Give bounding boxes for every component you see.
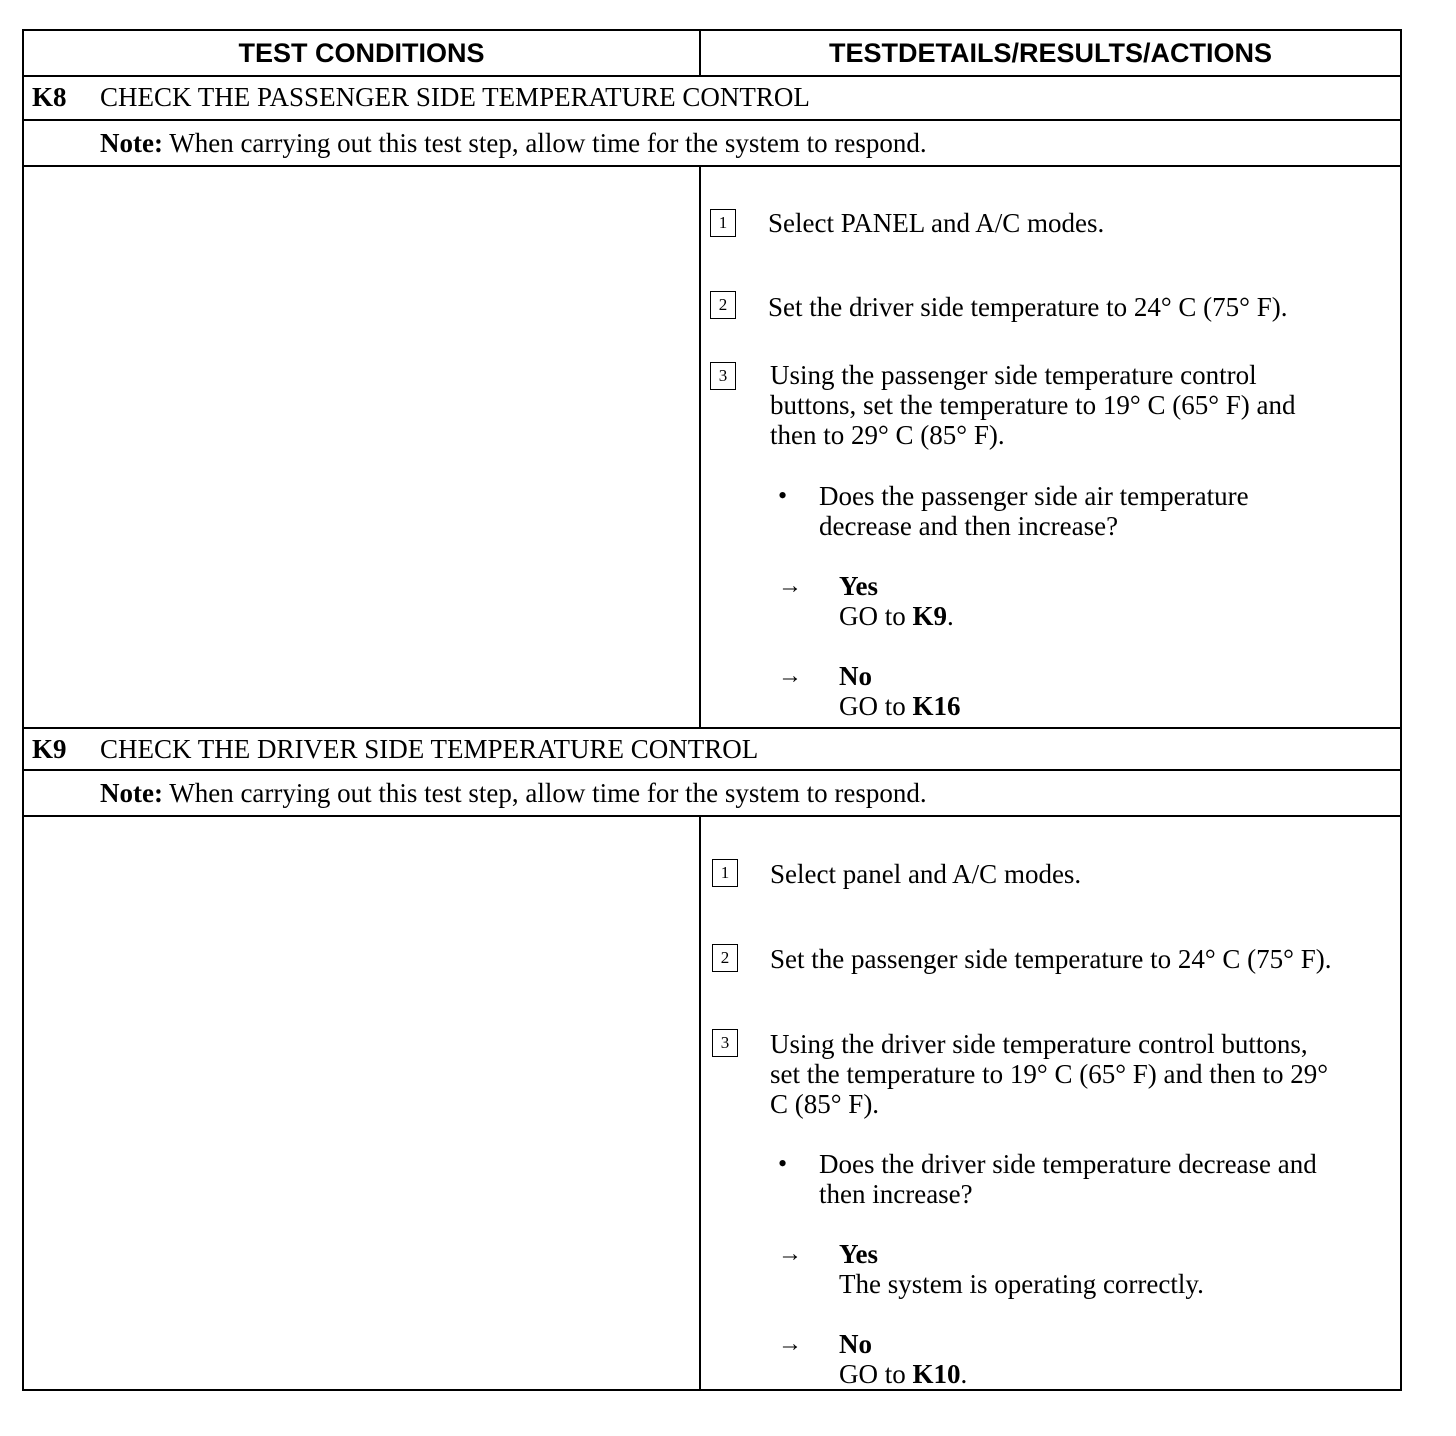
instruction-text: [770, 360, 1296, 450]
answer-suffix: .: [947, 601, 954, 631]
step-id: K8: [32, 82, 67, 112]
instruction-line: Using the driver side temperature control buttons,: [770, 1029, 1308, 1059]
instruction-text: Set the driver side temperature to 24° C (75° F).: [768, 292, 1288, 322]
note-label: Note:: [100, 128, 163, 158]
question-text: [819, 481, 1249, 541]
goto-target-link[interactable]: K9: [912, 601, 948, 631]
question-line: Does the passenger side air temperature: [819, 481, 1249, 511]
step-k9-header: [24, 729, 1400, 771]
answer-label: No: [839, 661, 872, 691]
question-line: decrease and then increase?: [819, 511, 1119, 541]
step-number-box: 2: [712, 944, 738, 972]
note-text: When carrying out this test step, allow time for the system to respond.: [162, 778, 927, 808]
instruction-text: Select panel and A/C modes.: [770, 859, 1082, 889]
instruction-line: then to 29° C (85° F).: [770, 420, 1005, 450]
step-number-box: 1: [712, 859, 738, 887]
answer-suffix: .: [960, 1359, 968, 1389]
answer-yes: [839, 571, 954, 631]
step-k8-body: [24, 167, 1400, 729]
column-divider: [699, 167, 701, 727]
question-line: Does the driver side temperature decrease and: [819, 1149, 1317, 1179]
answer-prefix: GO to: [839, 601, 913, 631]
instruction-text: Select PANEL and A/C modes.: [768, 208, 1105, 238]
answer-no: [839, 1329, 967, 1389]
instruction-text: [770, 1029, 1328, 1119]
answer-prefix: GO to: [839, 691, 913, 721]
answer-label: Yes: [839, 571, 878, 601]
note-label: Note:: [100, 778, 163, 808]
instruction-line: C (85° F).: [770, 1089, 880, 1119]
step-number-box: 3: [710, 362, 736, 390]
arrow-right-icon: →: [778, 1331, 802, 1357]
step-title: CHECK THE DRIVER SIDE TEMPERATURE CONTROL: [100, 734, 759, 764]
step-number-box: 3: [712, 1029, 738, 1057]
header-test-details: TESTDETAILS/RESULTS/ACTIONS: [828, 37, 1272, 68]
goto-target-link[interactable]: K10: [912, 1359, 961, 1389]
answer-prefix: GO to: [839, 1359, 913, 1389]
table-header: [24, 31, 1400, 77]
step-number-box: 2: [710, 291, 736, 319]
instruction-text: Set the passenger side temperature to 24° C (75° F).: [770, 944, 1332, 974]
answer-text: The system is operating correctly.: [839, 1269, 1204, 1299]
column-divider: [699, 817, 701, 1389]
goto-target-link[interactable]: K16: [912, 691, 961, 721]
instruction-line: set the temperature to 19° C (65° F) and then to 29°: [770, 1059, 1329, 1089]
step-k8-header: [24, 75, 1400, 121]
arrow-right-icon: →: [778, 573, 802, 599]
instruction-line: buttons, set the temperature to 19° C (65° F) and: [770, 390, 1296, 420]
bullet-icon: •: [778, 1149, 788, 1178]
step-number-box: 1: [710, 209, 736, 237]
question-text: [819, 1149, 1317, 1209]
answer-yes: [839, 1239, 1204, 1299]
step-k9-note: [24, 771, 1400, 817]
header-test-conditions: TEST CONDITIONS: [24, 31, 701, 75]
answer-no: [839, 661, 961, 721]
step-id: K9: [32, 734, 67, 764]
step-k9-body: [24, 817, 1400, 1389]
step-k8-note: [24, 121, 1400, 167]
answer-label: Yes: [839, 1239, 878, 1269]
arrow-right-icon: →: [778, 663, 802, 689]
bullet-icon: •: [778, 481, 788, 510]
question-line: then increase?: [819, 1179, 973, 1209]
step-title: CHECK THE PASSENGER SIDE TEMPERATURE CONTROL: [100, 82, 810, 112]
arrow-right-icon: →: [778, 1241, 802, 1267]
note-text: When carrying out this test step, allow time for the system to respond.: [162, 128, 927, 158]
test-procedure-table: [22, 29, 1402, 1391]
instruction-line: Using the passenger side temperature control: [770, 360, 1257, 390]
answer-label: No: [839, 1329, 872, 1359]
